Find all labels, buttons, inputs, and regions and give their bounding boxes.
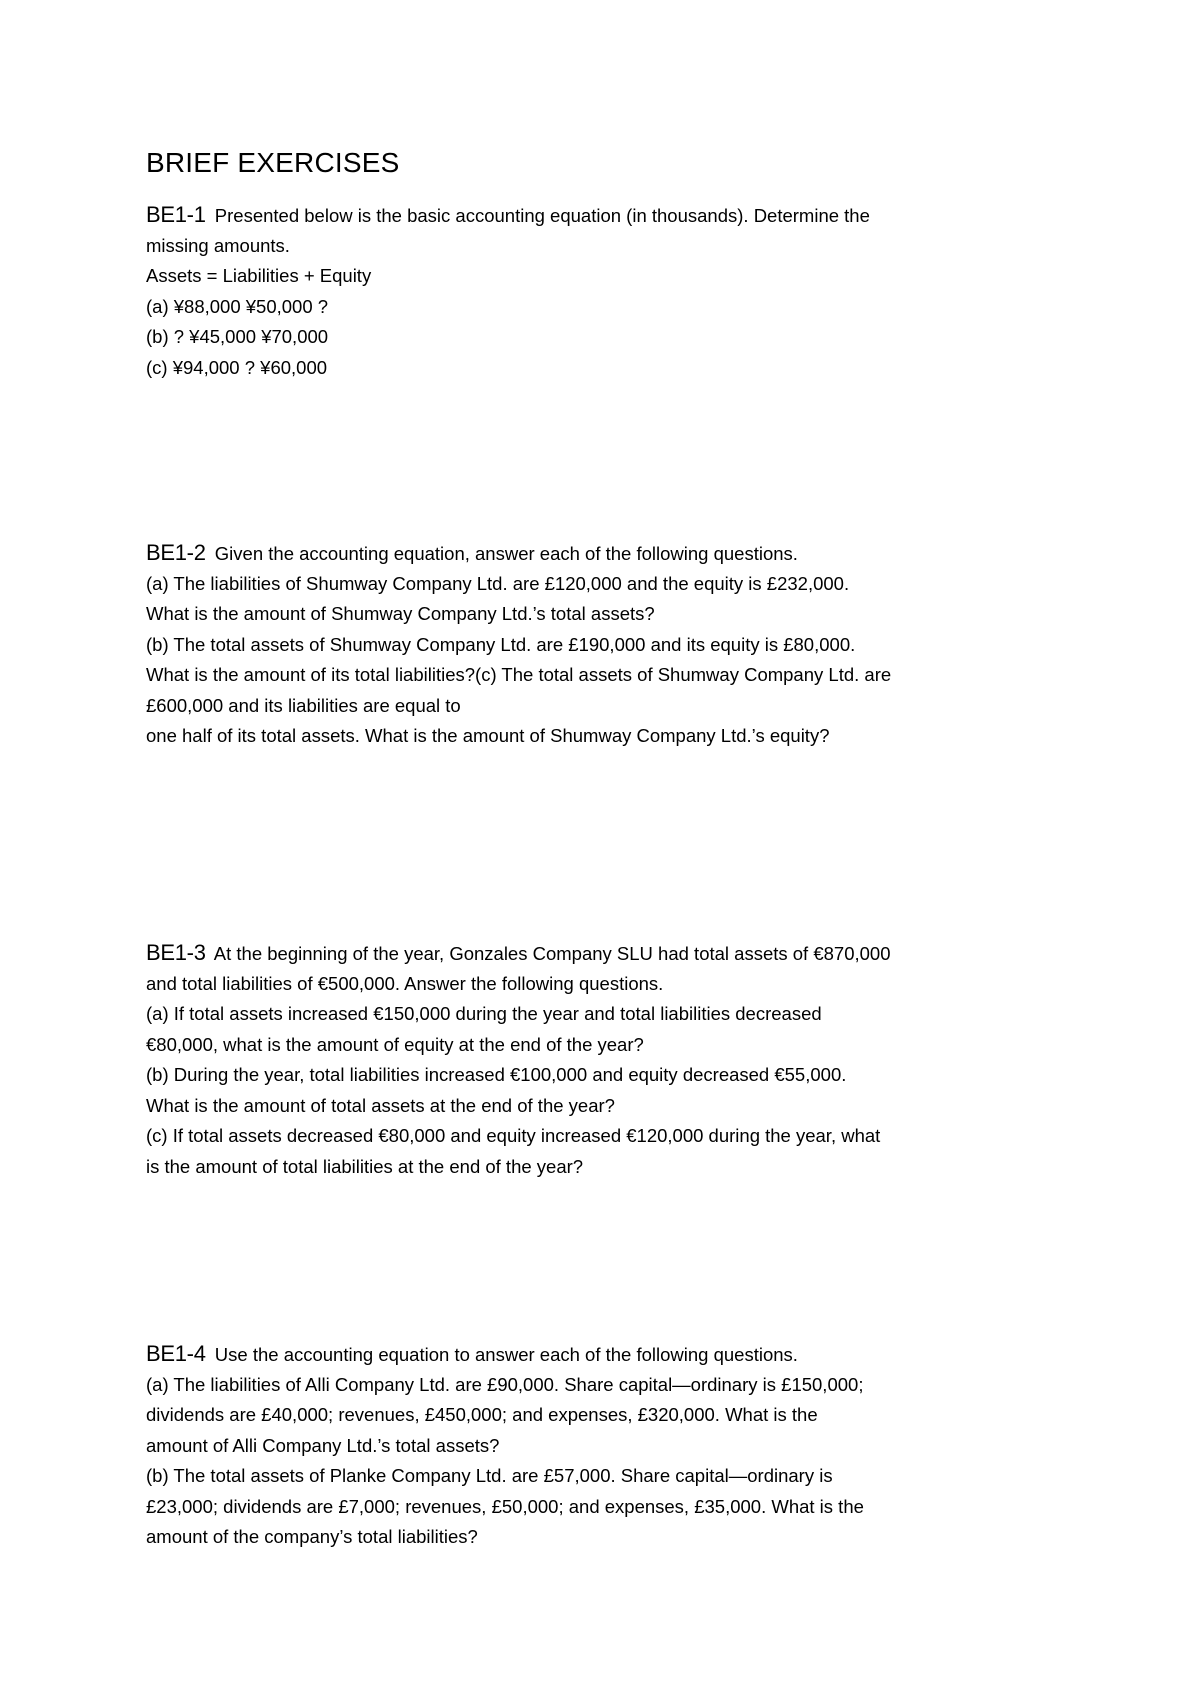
- exercise-first-line: [146, 1339, 1046, 1370]
- exercise-line: (c) ¥94,000 ? ¥60,000: [146, 356, 328, 378]
- exercise-code: BE1-3: [146, 940, 206, 965]
- exercise-line: amount of the company’s total liabilities?: [146, 1526, 478, 1547]
- exercise-text: Use the accounting equation to answer each of the following questions.: [214, 1344, 798, 1365]
- page-title: BRIEF EXERCISES: [146, 147, 400, 178]
- exercise-line: amount of Alli Company Ltd.’s total assets?: [146, 1434, 500, 1456]
- exercise-line: What is the amount of total assets at the end of the year?: [146, 1094, 615, 1116]
- exercise-line: (b) ? ¥45,000 ¥70,000: [146, 326, 329, 347]
- exercise-code: BE1-4: [146, 1341, 206, 1366]
- exercise-line: (b) During the year, total liabilities increased €100,000 and equity decreased €55,000.: [146, 1064, 847, 1085]
- exercise-be1-2: [146, 538, 1046, 752]
- exercise-line: (b) The total assets of Shumway Company Ltd. are £190,000 and its equity is £80,000.: [146, 633, 856, 655]
- exercise-first-line: [146, 538, 1046, 569]
- exercise-line: £23,000; dividends are £7,000; revenues, £50,000; and expenses, £35,000. What is the: [146, 1495, 864, 1517]
- exercise-code: BE1-2: [146, 540, 206, 565]
- exercise-line: is the amount of total liabilities at the end of the year?: [146, 1155, 584, 1177]
- exercise-line: (a) If total assets increased €150,000 during the year and total liabilities decreased: [146, 1003, 822, 1024]
- exercise-line: €80,000, what is the amount of equity at the end of the year?: [146, 1033, 644, 1055]
- exercise-be1-1: [146, 200, 1046, 383]
- exercise-line: one half of its total assets. What is the amount of Shumway Company Ltd.’s equity?: [146, 725, 830, 746]
- exercise-text: Given the accounting equation, answer each of the following questions.: [214, 543, 798, 564]
- exercise-code: BE1-1: [146, 202, 206, 227]
- exercise-line: missing amounts.: [146, 234, 290, 256]
- exercise-line: (c) If total assets decreased €80,000 and equity increased €120,000 during the year, what: [146, 1125, 881, 1146]
- exercise-line: and total liabilities of €500,000. Answer the following questions.: [146, 972, 664, 994]
- exercise-be1-4: [146, 1339, 1046, 1553]
- exercise-line: (a) The liabilities of Alli Company Ltd. are £90,000. Share capital—ordinary is £150,000;: [146, 1373, 864, 1395]
- exercise-text: Presented below is the basic accounting equation (in thousands). Determine the: [214, 205, 870, 226]
- exercise-line: Assets = Liabilities + Equity: [146, 265, 372, 286]
- exercise-be1-3: [146, 938, 1046, 1182]
- exercise-line: (a) The liabilities of Shumway Company Ltd. are £120,000 and the equity is £232,000.: [146, 572, 850, 594]
- exercise-line: (a) ¥88,000 ¥50,000 ?: [146, 295, 329, 317]
- exercise-line: £600,000 and its liabilities are equal to: [146, 694, 461, 716]
- exercise-first-line: [146, 938, 1046, 969]
- exercise-line: (b) The total assets of Planke Company Ltd. are £57,000. Share capital—ordinary is: [146, 1465, 833, 1486]
- exercise-line: What is the amount of its total liabilities?(c) The total assets of Shumway Company Ltd. are: [146, 664, 892, 685]
- exercise-text: At the beginning of the year, Gonzales Company SLU had total assets of €870,000: [213, 943, 891, 964]
- exercise-first-line: [146, 200, 1046, 231]
- exercise-line: dividends are £40,000; revenues, £450,000; and expenses, £320,000. What is the: [146, 1404, 818, 1425]
- exercise-line: What is the amount of Shumway Company Ltd.’s total assets?: [146, 603, 655, 624]
